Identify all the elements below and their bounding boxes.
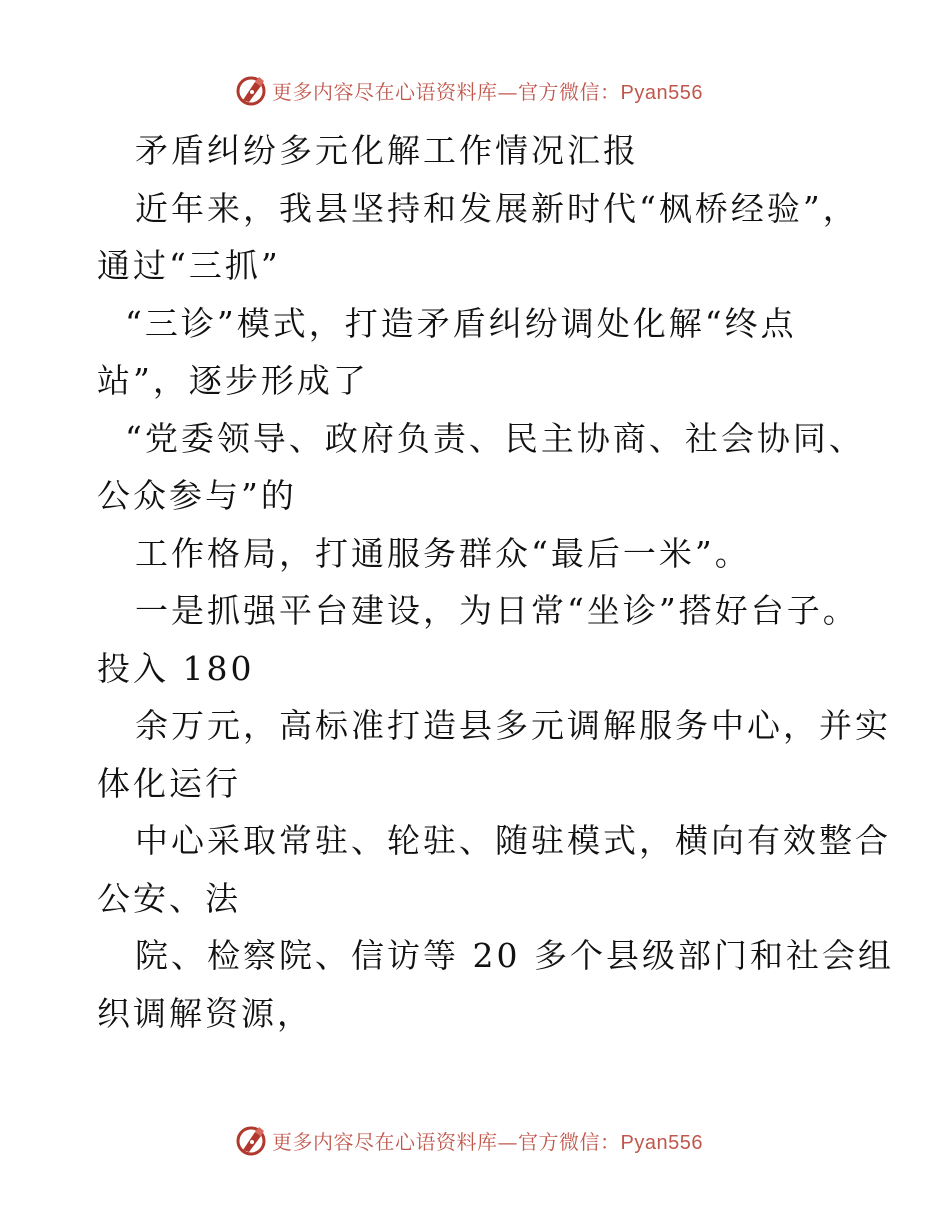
paragraph-line: 近年来，我县坚持和发展新时代“枫桥经验”，	[135, 188, 859, 228]
paragraph-line: 织调解资源，	[97, 993, 313, 1033]
banner-text: 更多内容尽在心语资料库—官方微信：Pyan556	[272, 79, 703, 104]
paragraph-line: 工作格局，打通服务群众“最后一米”。	[135, 533, 751, 573]
paragraph-line: 公众参与”的	[97, 476, 297, 515]
paragraph-line: 中心采取常驻、轮驻、随驻模式，横向有效整合	[135, 821, 891, 860]
pen-nib-logo-icon	[234, 1123, 268, 1157]
paragraph-line: 一是抓强平台建设，为日常“坐诊”搭好台子。	[135, 591, 859, 630]
paragraph-line: 通过“三抓”	[97, 246, 281, 285]
paragraph-line: 院、检察院、信访等 20 多个县级部门和社会组	[135, 936, 894, 975]
paragraph-line: 体化运行	[97, 763, 241, 803]
footer-watermark-banner	[234, 1122, 703, 1158]
paragraph-line: 公安、法	[97, 878, 241, 918]
document-title: 矛盾纠纷多元化解工作情况汇报	[135, 131, 639, 170]
paragraph-line: “三诊”模式，打造矛盾纠纷调处化解“终点	[125, 303, 797, 343]
pen-nib-logo-icon	[234, 73, 268, 107]
paragraph-line: “党委领导、政府负责、民主协商、社会协同、	[125, 418, 865, 458]
banner-text: 更多内容尽在心语资料库—官方微信：Pyan556	[272, 1129, 703, 1154]
header-watermark-banner	[234, 72, 703, 108]
document-body	[97, 122, 894, 1042]
paragraph-line: 投入 180	[97, 648, 255, 688]
paragraph-line: 站”，逐步形成了	[97, 361, 369, 400]
paragraph-line: 余万元，高标准打造县多元调解服务中心，并实	[135, 706, 891, 745]
